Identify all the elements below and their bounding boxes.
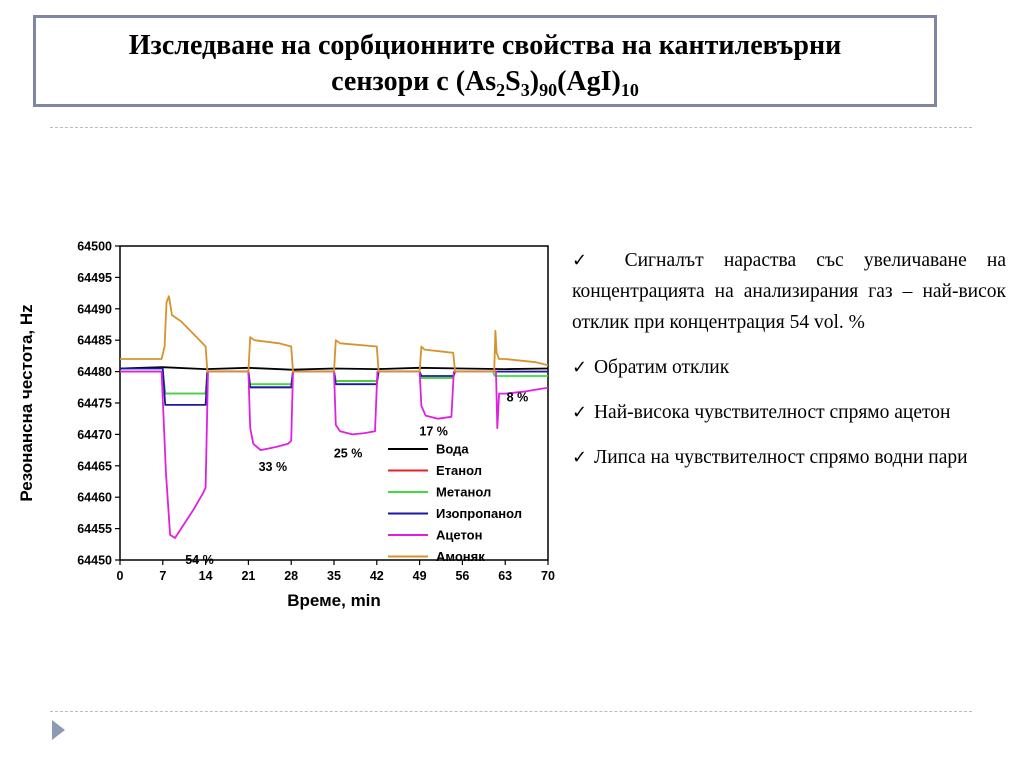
title-formula-sub-3: 90 bbox=[539, 80, 558, 100]
y-tick-label: 64500 bbox=[77, 239, 112, 254]
next-slide-arrow-icon[interactable] bbox=[52, 720, 65, 740]
checkmark-icon: ✓ bbox=[572, 402, 588, 423]
bullet-item bbox=[572, 352, 1006, 383]
checkmark-icon: ✓ bbox=[572, 357, 588, 378]
bullet-text: Най-висока чувствителност спрямо ацетон bbox=[593, 402, 951, 423]
bullet-item bbox=[572, 245, 1006, 338]
slide-title-line-1: Изследване на сорбционните свойства на кантилевърни bbox=[128, 30, 842, 61]
legend-label: Амоняк bbox=[436, 549, 485, 564]
x-axis-label: Време, min bbox=[287, 591, 381, 610]
bottom-divider bbox=[50, 711, 972, 712]
y-tick-label: 64495 bbox=[77, 270, 112, 285]
bullet-text: Сигналът нараства със увеличаване на концентрацията на анализирания газ – най-висок отклик при концентрация 54 vol. % bbox=[572, 250, 1007, 333]
checkmark-icon: ✓ bbox=[572, 447, 588, 468]
concentration-annotation: 17 % bbox=[419, 424, 448, 439]
bullet-text: Обратим отклик bbox=[593, 357, 730, 378]
slide-title-line-2 bbox=[36, 64, 934, 100]
bullet-item bbox=[572, 442, 1006, 473]
bullet-list bbox=[572, 245, 1006, 473]
chart-svg bbox=[10, 228, 560, 618]
legend-label: Вода bbox=[436, 441, 469, 457]
y-tick-label: 64465 bbox=[77, 459, 112, 474]
series-line-Амоняк bbox=[120, 296, 548, 371]
title-formula-sub-2: 3 bbox=[520, 80, 530, 100]
legend-label: Етанол bbox=[436, 463, 482, 478]
title-formula-part-3: (AgI) bbox=[557, 66, 621, 97]
x-tick-label: 35 bbox=[327, 569, 341, 583]
y-tick-label: 64480 bbox=[77, 365, 112, 380]
y-tick-label: 64470 bbox=[77, 427, 112, 442]
title-formula-sub-4: 10 bbox=[620, 80, 639, 100]
x-tick-label: 42 bbox=[369, 569, 384, 583]
concentration-annotation: 25 % bbox=[333, 446, 363, 461]
legend-label: Изопропанол bbox=[436, 506, 522, 521]
y-tick-label: 64485 bbox=[77, 333, 112, 348]
concentration-annotation: 54 % bbox=[185, 552, 214, 567]
top-divider bbox=[50, 127, 972, 128]
x-tick-label: 14 bbox=[198, 569, 213, 583]
title-formula-part-1: S bbox=[505, 66, 521, 97]
x-tick-label: 49 bbox=[412, 569, 427, 583]
y-tick-label: 64490 bbox=[77, 302, 112, 317]
y-tick-label: 64475 bbox=[77, 396, 112, 411]
x-tick-label: 56 bbox=[455, 569, 470, 583]
title-formula-part-2: ) bbox=[529, 66, 540, 97]
resonance-frequency-chart bbox=[10, 228, 560, 618]
legend-label: Метанол bbox=[436, 484, 492, 500]
slide-title-box bbox=[33, 15, 937, 107]
title-formula-sub-1: 2 bbox=[496, 80, 506, 100]
x-tick-label: 7 bbox=[159, 569, 167, 583]
concentration-annotation: 8 % bbox=[506, 390, 529, 405]
y-tick-label: 64455 bbox=[77, 522, 112, 537]
x-tick-label: 28 bbox=[284, 569, 299, 583]
x-tick-label: 63 bbox=[498, 569, 513, 583]
bullet-text: Липса на чувствителност спрямо водни пари bbox=[593, 447, 968, 468]
y-tick-label: 64460 bbox=[77, 490, 112, 505]
y-tick-label: 64450 bbox=[77, 553, 112, 568]
x-tick-label: 21 bbox=[241, 569, 256, 583]
x-tick-label: 70 bbox=[541, 569, 555, 583]
x-tick-label: 0 bbox=[116, 569, 124, 583]
bullet-item bbox=[572, 397, 1006, 428]
title-formula-prefix: сензори с (As bbox=[331, 66, 497, 97]
legend-label: Ацетон bbox=[436, 527, 483, 543]
checkmark-icon: ✓ bbox=[572, 250, 603, 271]
concentration-annotation: 33 % bbox=[258, 459, 288, 474]
y-axis-label: Резонансна честота, Hz bbox=[17, 304, 36, 502]
